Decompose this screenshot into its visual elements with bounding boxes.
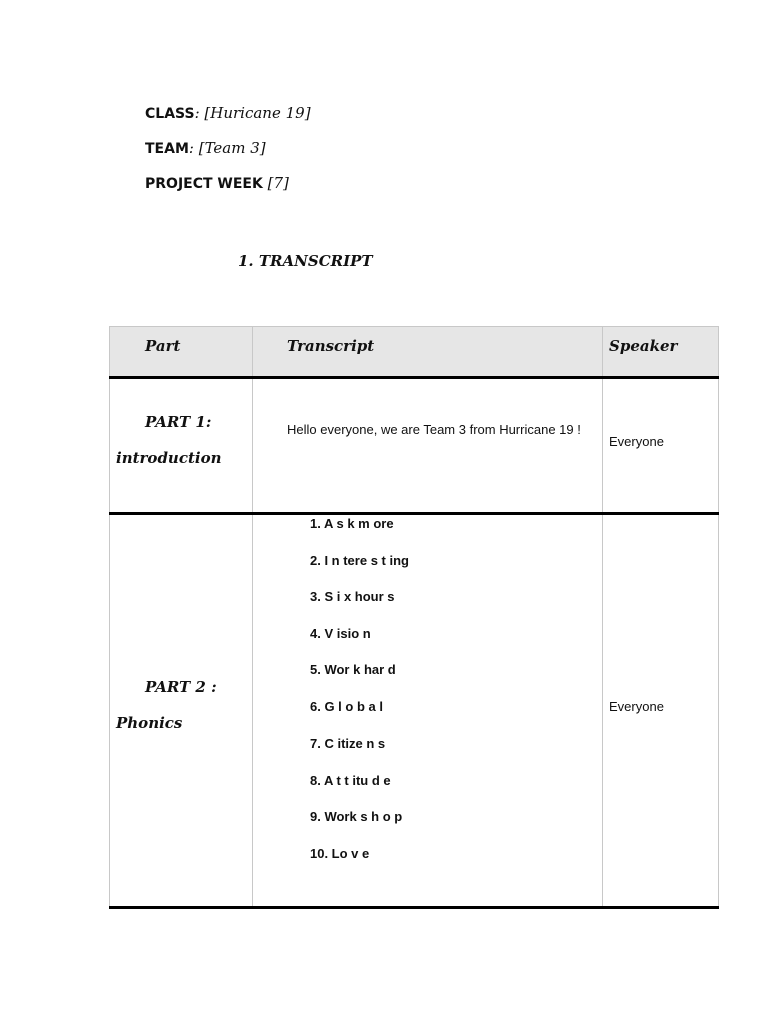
row1-part-name: introduction [116, 449, 222, 467]
row2-part-name: Phonics [116, 714, 183, 732]
phonics-item: 7. C itize n s [310, 736, 386, 751]
row1-part-title: PART 1: [145, 413, 212, 431]
team-label: TEAM [145, 141, 189, 157]
phonics-item: 10. Lo v e [310, 846, 370, 861]
phonics-item: 8. A t t itu d e [310, 773, 391, 788]
class-line [145, 104, 311, 122]
phonics-item: 3. S i x hour s [310, 589, 395, 604]
phonics-item: 5. Wor k har d [310, 662, 396, 677]
week-value: [7] [262, 174, 289, 192]
header-transcript: Transcript [287, 337, 375, 355]
section-heading: 1. TRANSCRIPT [238, 252, 373, 270]
class-value: : [Huricane 19] [194, 104, 311, 122]
week-label: PROJECT WEEK [145, 176, 263, 192]
row1-speaker: Everyone [609, 434, 664, 449]
team-value: : [Team 3] [188, 139, 266, 157]
team-line [145, 139, 266, 157]
transcript-table [109, 326, 719, 909]
phonics-item: 6. G l o b a l [310, 699, 383, 714]
phonics-item: 2. I n tere s t ing [310, 553, 409, 568]
row1-transcript: Hello everyone, we are Team 3 from Hurricane 19 ! [287, 422, 581, 437]
row2-speaker: Everyone [609, 699, 664, 714]
class-label: CLASS [145, 106, 195, 122]
header-speaker: Speaker [609, 337, 678, 355]
week-line [145, 174, 289, 192]
row2-part-title: PART 2 : [145, 678, 217, 696]
phonics-item: 4. V isio n [310, 626, 371, 641]
phonics-item: 1. A s k m ore [310, 516, 394, 531]
phonics-item: 9. Work s h o p [310, 809, 403, 824]
header-part: Part [145, 337, 181, 355]
